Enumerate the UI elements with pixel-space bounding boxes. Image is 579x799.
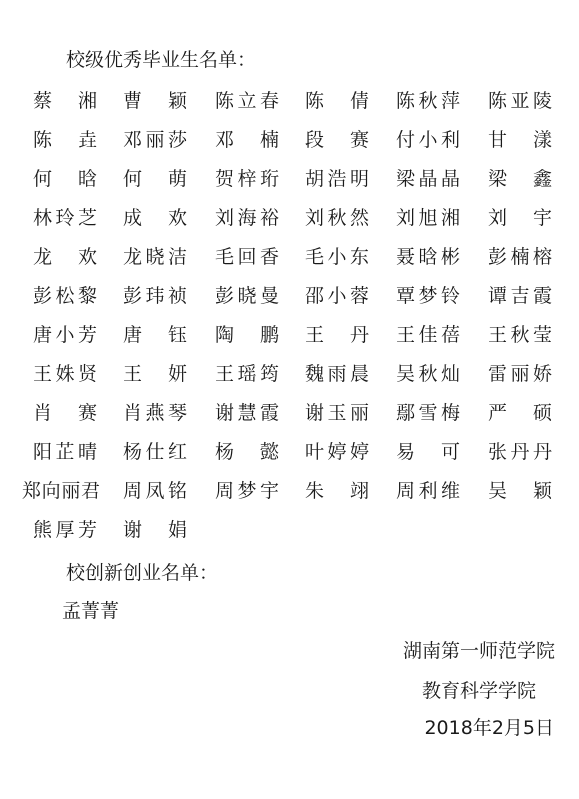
student-name: 杨 仕 红 [123,441,187,463]
student-name: 阳 芷 晴 [33,441,97,463]
student-name: 鄢 雪 梅 [396,402,460,424]
signature-school: 湖南第一师范学院 [402,640,555,662]
name-row [22,126,562,165]
student-name: 邵 小 蓉 [305,285,369,307]
student-name: 易 可 [396,441,460,463]
student-name: 毛 回 香 [215,246,279,268]
student-name: 段 赛 [305,129,369,151]
student-name: 郑 向 丽 君 [22,480,100,502]
student-name: 吴 秋 灿 [396,363,460,385]
student-name: 魏 雨 晨 [305,363,369,385]
student-name: 陈 立 春 [215,90,279,112]
student-name: 胡 浩 明 [305,168,369,190]
student-name: 肖 燕 琴 [123,402,187,424]
student-name: 覃 梦 铃 [396,285,460,307]
student-name: 毛 小 东 [305,246,369,268]
student-name: 吴 颖 [488,480,552,502]
student-name: 陈 亚 陵 [488,90,552,112]
student-name: 刘 海 裕 [215,207,279,229]
student-name: 王 秋 莹 [488,324,552,346]
student-name: 雷 丽 娇 [488,363,552,385]
student-name: 周 凤 铭 [123,480,187,502]
honor-list-title: 校级优秀毕业生名单： [66,49,257,71]
name-row [22,87,562,126]
student-name: 刘 秋 然 [305,207,369,229]
student-name: 蔡 湘 [33,90,97,112]
innovation-name: 孟菁菁 [62,600,120,622]
name-row [22,399,562,438]
student-name: 王 佳 蓓 [396,324,460,346]
student-name: 梁 晶 晶 [396,168,460,190]
student-name: 谢 娟 [123,519,187,541]
signature-date: 2018年2月5日 [424,717,554,739]
student-name: 叶 婷 婷 [305,441,369,463]
name-row [22,204,562,243]
student-name: 邓 丽 莎 [123,129,187,151]
student-name: 彭 玮 祯 [123,285,187,307]
student-name: 刘 旭 湘 [396,207,460,229]
student-name: 王 丹 [305,324,369,346]
student-name: 刘 宇 [488,207,552,229]
student-name: 曹 颖 [123,90,187,112]
honor-names-grid [22,87,562,555]
signature-college: 教育科学学院 [421,680,536,702]
student-name: 彭 晓 曼 [215,285,279,307]
name-row [22,477,562,516]
student-name: 何 萌 [123,168,187,190]
student-name: 龙 欢 [33,246,97,268]
student-name: 陈 秋 萍 [396,90,460,112]
student-name: 何 晗 [33,168,97,190]
student-name: 唐 钰 [123,324,187,346]
student-name: 熊 厚 芳 [33,519,97,541]
student-name: 严 硕 [488,402,552,424]
student-name: 邓 楠 [215,129,279,151]
name-row [22,438,562,477]
student-name: 甘 漾 [488,129,552,151]
student-name: 周 梦 宇 [215,480,279,502]
name-row [22,282,562,321]
student-name: 周 利 维 [396,480,460,502]
student-name: 成 欢 [123,207,187,229]
student-name: 梁 鑫 [488,168,552,190]
student-name: 谢 玉 丽 [305,402,369,424]
name-row [22,165,562,204]
student-name: 陈 倩 [305,90,369,112]
student-name: 肖 赛 [33,402,97,424]
student-name: 彭 楠 榕 [488,246,552,268]
student-name: 唐 小 芳 [33,324,97,346]
name-row [22,516,562,555]
student-name: 彭 松 黎 [33,285,97,307]
student-name: 谢 慧 霞 [215,402,279,424]
student-name: 陶 鹏 [215,324,279,346]
student-name: 谭 吉 霞 [488,285,552,307]
name-row [22,321,562,360]
student-name: 王 瑶 筠 [215,363,279,385]
student-name: 王 姝 贤 [33,363,97,385]
student-name: 王 妍 [123,363,187,385]
student-name: 杨 懿 [215,441,279,463]
student-name: 聂 晗 彬 [396,246,460,268]
student-name: 龙 晓 洁 [123,246,187,268]
student-name: 付 小 利 [396,129,460,151]
student-name: 陈 垚 [33,129,97,151]
student-name: 张 丹 丹 [488,441,552,463]
student-name: 林 玲 芝 [33,207,97,229]
innovation-list-title: 校创新创业名单： [66,562,219,584]
student-name: 朱 翊 [305,480,369,502]
name-row [22,360,562,399]
name-row [22,243,562,282]
student-name: 贺 梓 珩 [215,168,279,190]
